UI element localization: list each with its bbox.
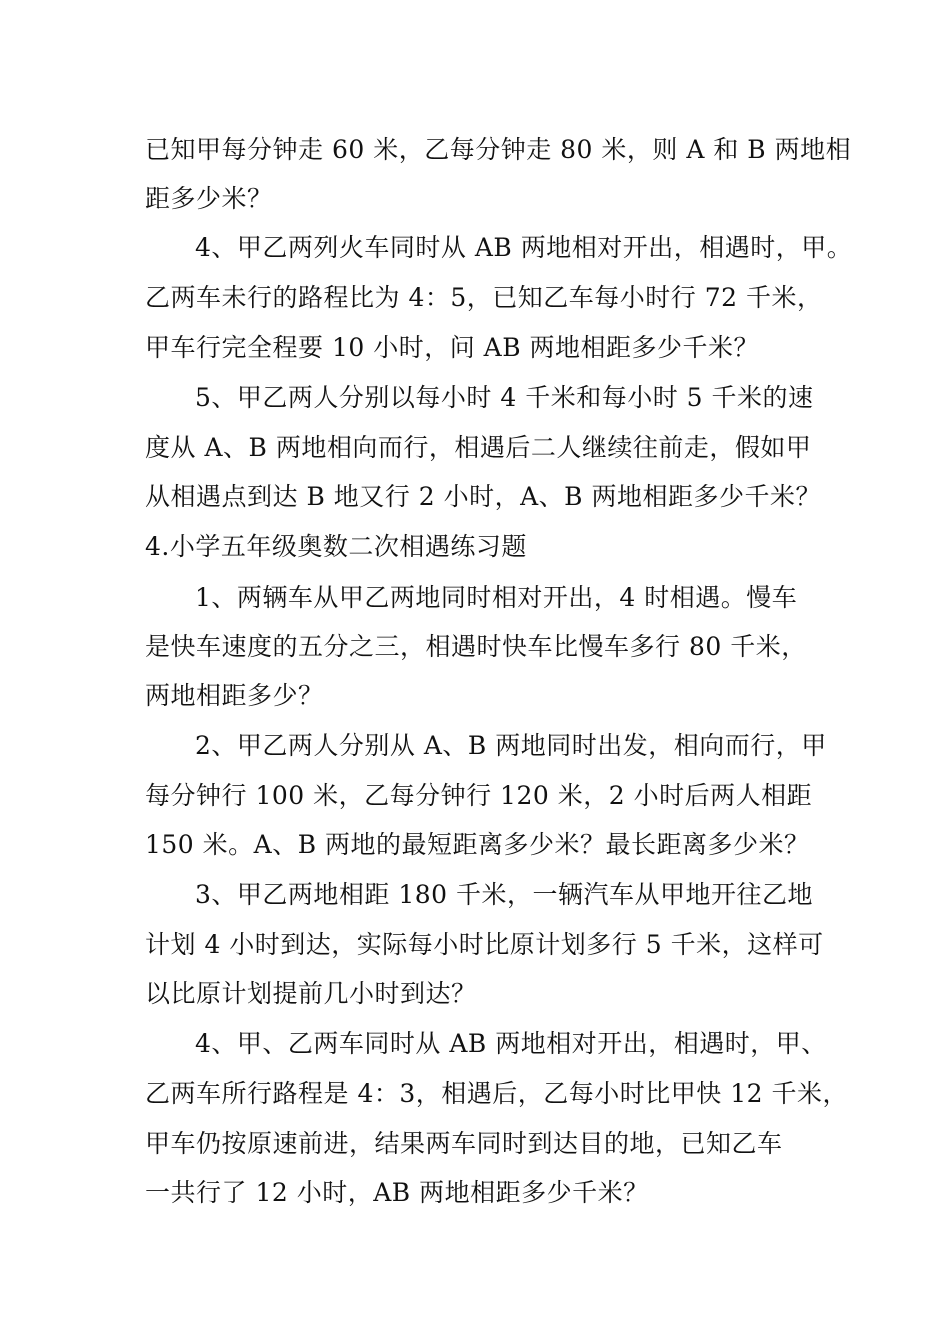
text-line: 乙两车未行的路程比为 4：5，已知乙车每小时行 72 千米，: [145, 283, 823, 312]
text-line: 每分钟行 100 米，乙每分钟行 120 米，2 小时后两人相距: [145, 781, 813, 810]
text-line: 是快车速度的五分之三，相遇时快车比慢车多行 80 千米，: [145, 632, 807, 661]
text-line: 已知甲每分钟走 60 米，乙每分钟走 80 米，则 A 和 B 两地相: [145, 135, 852, 164]
text-line: 度从 A、B 两地相向而行，相遇后二人继续往前走，假如甲: [145, 433, 812, 462]
text-line: 以比原计划提前几小时到达？: [145, 979, 477, 1008]
problem-2-text: 2、甲乙两人分别从 A、B 两地同时出发，相向而行，甲: [195, 731, 827, 760]
problem-4b-text: 4、甲、乙两车同时从 AB 两地相对开出，相遇时，甲、: [195, 1029, 827, 1058]
problem-4-text: 4、甲乙两列火车同时从 AB 两地相对开出，相遇时，甲。: [195, 233, 853, 262]
text-line: 甲车行完全程要 10 小时，问 AB 两地相距多少千米？: [145, 333, 760, 362]
problem-1-text: 1、两辆车从甲乙两地同时相对开出，4 时相遇。慢车: [195, 583, 798, 612]
text-line: 乙两车所行路程是 4：3，相遇后，乙每小时比甲快 12 千米，: [145, 1079, 848, 1108]
text-line: 一共行了 12 小时，AB 两地相距多少千米？: [145, 1178, 649, 1207]
problem-3-text: 3、甲乙两地相距 180 千米，一辆汽车从甲地开往乙地: [195, 880, 814, 909]
text-line: 150 米。A、B 两地的最短距离多少米？最长距离多少米？: [145, 830, 810, 859]
section-heading: 4.小学五年级奥数二次相遇练习题: [145, 532, 527, 561]
text-line: 距多少米？: [145, 184, 273, 213]
problem-5-text: 5、甲乙两人分别以每小时 4 千米和每小时 5 千米的速: [195, 383, 814, 412]
text-line: 甲车仍按原速前进，结果两车同时到达目的地，已知乙车: [145, 1129, 783, 1158]
text-line: 计划 4 小时到达，实际每小时比原计划多行 5 千米，这样可: [145, 930, 824, 959]
text-line: 从相遇点到达 B 地又行 2 小时，A、B 两地相距多少千米？: [145, 482, 821, 511]
text-line: 两地相距多少？: [145, 681, 324, 710]
